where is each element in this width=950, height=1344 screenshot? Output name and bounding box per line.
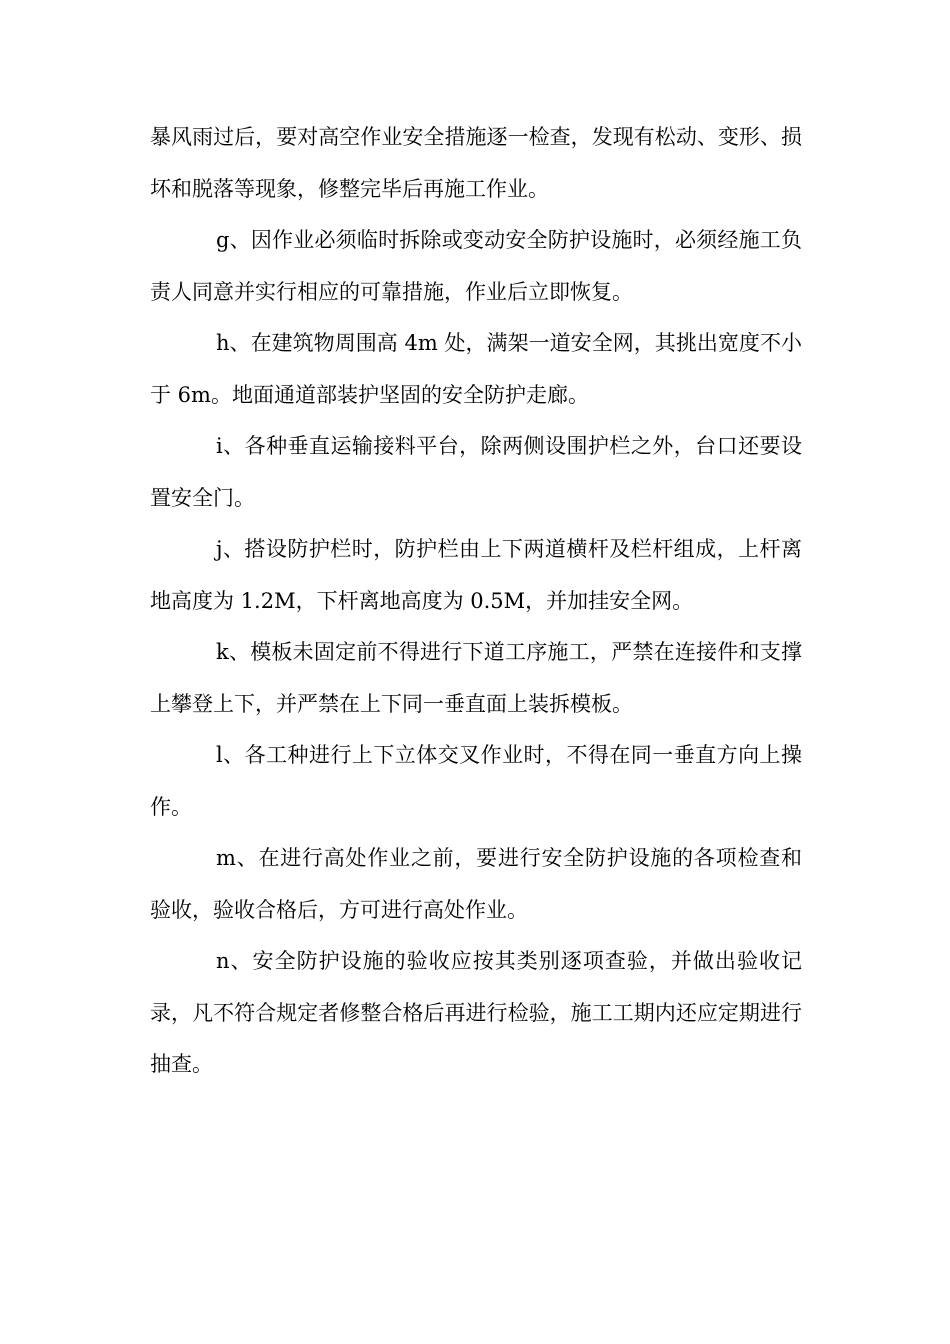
paragraph-item-m: m、在进行高处作业之前，要进行安全防护设施的各项检查和验收，验收合格后，方可进行高处作业。 — [150, 846, 802, 922]
paragraph-item-l: l、各工种进行上下立体交叉作业时，不得在同一垂直方向上操作。 — [150, 743, 802, 819]
paragraph-item-j: j、搭设防护栏时，防护栏由上下两道横杆及栏杆组成，上杆离地高度为 1.2M，下杆离地高度为 0.5M，并加挂安全网。 — [150, 537, 802, 613]
paragraph-item-k: k、模板未固定前不得进行下道工序施工，严禁在连接件和支撑上攀登上下，并严禁在上下同一垂直面上装拆模板。 — [150, 640, 802, 716]
paragraph-item-i: i、各种垂直运输接料平台，除两侧设围护栏之外，台口还要设置安全门。 — [150, 434, 802, 510]
paragraph-continuation: 暴风雨过后，要对高空作业安全措施逐一检查，发现有松动、变形、损坏和脱落等现象，修整完毕后再施工作业。 — [150, 125, 802, 201]
paragraph-item-n: n、安全防护设施的验收应按其类别逐项查验，并做出验收记录，凡不符合规定者修整合格后再进行检验，施工工期内还应定期进行抽查。 — [150, 949, 802, 1076]
paragraph-item-h: h、在建筑物周围高 4m 处，满架一道安全网，其挑出宽度不小于 6m。地面通道部装护坚固的安全防护走廊。 — [150, 331, 802, 407]
paragraph-item-g: g、因作业必须临时拆除或变动安全防护设施时，必须经施工负责人同意并实行相应的可靠措施，作业后立即恢复。 — [150, 228, 802, 304]
document-body — [150, 112, 802, 1091]
